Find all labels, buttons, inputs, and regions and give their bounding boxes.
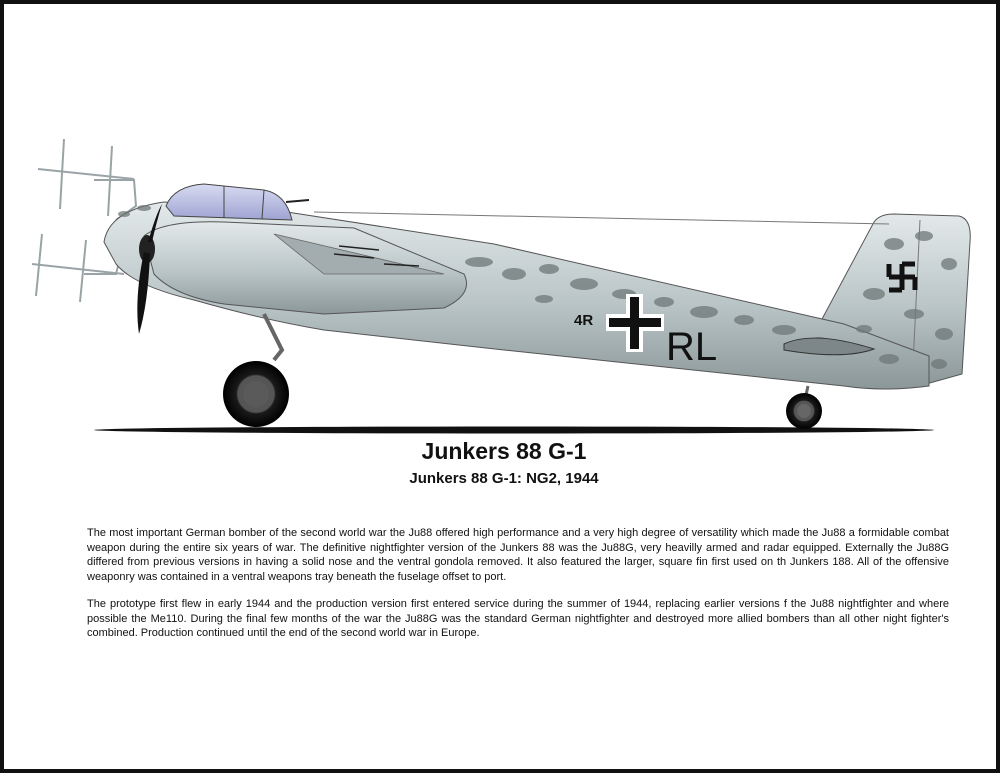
- page-title: Junkers 88 G-1: [421, 438, 587, 464]
- description: [87, 526, 949, 654]
- aircraft-profile-illustration: [24, 124, 984, 444]
- description-paragraph: The most important German bomber of the second world war the Ju88 offered high performance and a very high degree of versatility which made the Ju88 a formidable combat weapon during the entire six years of war. The definitive nightfighter version of the Junkers 88 was the Ju88G, very heavilly armed and radar equipped. Externally the Ju88G differed from previous versions in having a solid nose and the ventral gondola removed. It also featured the larger, square fin first used on th Junkers 188. All of the offensive weaponry was contained in a ventral weapons tray beneath the fuselage offset to port.: [87, 527, 949, 583]
- cockpit-canopy: [166, 184, 292, 220]
- main-landing-gear: [223, 314, 289, 427]
- page-subtitle: Junkers 88 G-1: NG2, 1944: [409, 470, 599, 487]
- code-letters: RL: [666, 325, 718, 369]
- description-paragraph: The prototype first flew in early 1944 and the production version first entered service during the summer of 1944, replacing earlier versions f the Ju88 nightfighter and where possible the Me110. During the final few months of the war the Ju88G was the standard German nightfighter and destroyed more allied bombers than all other night fighter's combined. Production continued until the end of the second world war in Europe.: [87, 598, 949, 639]
- tail-wheel: [786, 386, 822, 429]
- code-prefix: 4R: [574, 312, 594, 329]
